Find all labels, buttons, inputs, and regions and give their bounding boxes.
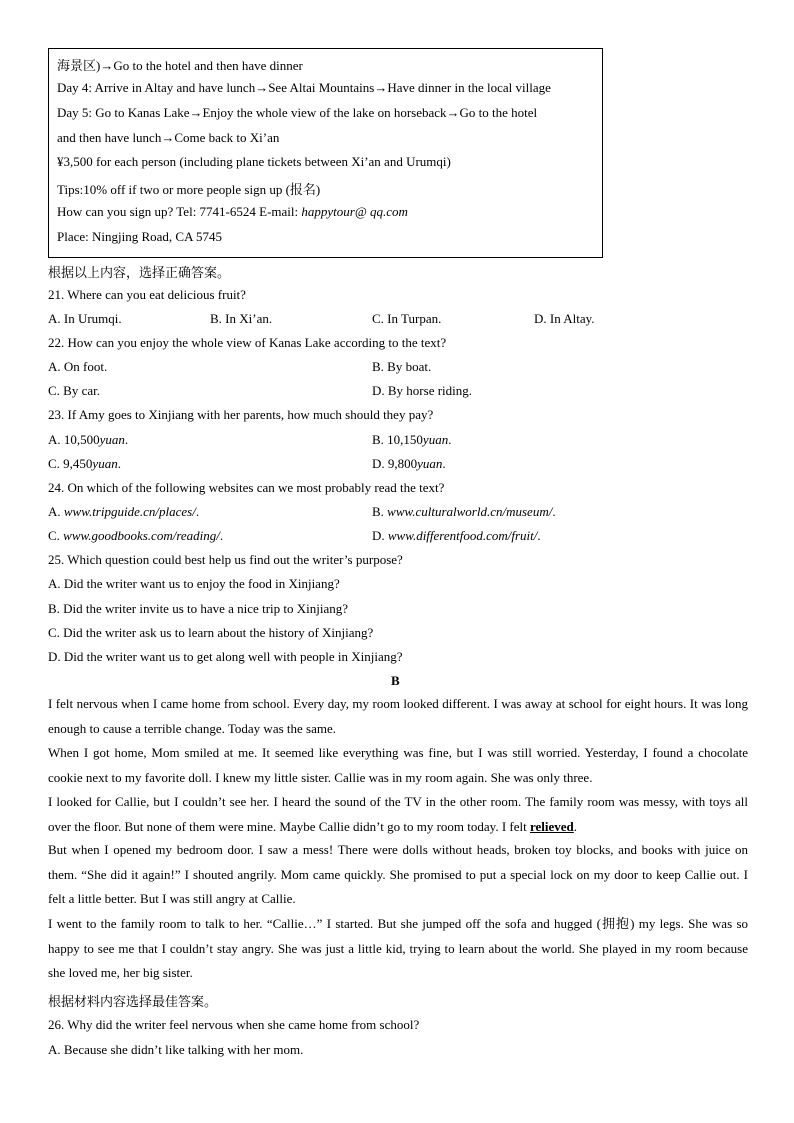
instruction: 根据材料内容选择最佳答案。	[48, 994, 218, 1009]
website-url: www.culturalworld.cn/museum/	[387, 504, 553, 519]
option-d: D. In Altay.	[534, 311, 595, 326]
option-b: B. In Xi’an.	[210, 311, 273, 326]
contact-text: How can you sign up? Tel: 7741-6524 E-mail:	[57, 204, 302, 219]
question-stem: 24. On which of the following websites can we most probably read the text?	[48, 480, 445, 495]
option-label: B.	[372, 504, 388, 519]
option-c-amount: C. 9,450	[48, 456, 93, 471]
instruction: 根据以上内容，选择正确答案。	[48, 265, 231, 280]
option-a: A. www.tripguide.cn/places/.	[48, 504, 200, 519]
option-label: C.	[48, 528, 64, 543]
option-a: A. Did the writer want us to enjoy the food in Xinjiang?	[48, 576, 340, 591]
option-c: C. By car.	[48, 383, 100, 398]
section-heading: B	[391, 673, 400, 688]
question-stem: 21. Where can you eat delicious fruit?	[48, 287, 246, 302]
paragraph-text: .	[573, 818, 578, 834]
option-d-amount: D. 9,800	[372, 456, 418, 471]
option-c: C. In Turpan.	[372, 311, 442, 326]
passage-paragraph: When I got home, Mom smiled at me. It seemed like everything was fine, but I was still worried. Yesterday, I found a chocolate cookie next to my favorite doll. I knew my little sister. Callie was in my room again. She was only three.	[48, 745, 748, 785]
option-c: C. Did the writer ask us to learn about the history of Xinjiang?	[48, 625, 374, 640]
option-d: D. Did the writer want us to get along well with people in Xinjiang?	[48, 649, 403, 664]
option-label: D.	[372, 528, 388, 543]
option-a: A. On foot.	[48, 359, 108, 374]
currency-unit: yuan	[99, 432, 125, 447]
option-a: A. 10,500yuan.	[48, 432, 129, 447]
question-stem: 23. If Amy goes to Xinjiang with her parents, how much should they pay?	[48, 407, 434, 422]
website-url: www.goodbooks.com/reading/	[63, 528, 220, 543]
option-b-amount: B. 10,150	[372, 432, 423, 447]
question-stem: 22. How can you enjoy the whole view of Kanas Lake according to the text?	[48, 335, 447, 350]
option-b: B. Did the writer invite us to have a nice trip to Xinjiang?	[48, 601, 349, 616]
option-c: C. 9,450yuan.	[48, 456, 121, 471]
passage-paragraph	[48, 790, 748, 839]
option-d: D. 9,800yuan.	[372, 456, 446, 471]
currency-unit: yuan	[92, 456, 118, 471]
itinerary-box	[48, 48, 603, 258]
price-line: ¥3,500 for each person (including plane tickets between Xi’an and Urumqi)	[57, 154, 451, 169]
option-a: A. Because she didn’t like talking with her mom.	[48, 1042, 304, 1057]
option-c: C. www.goodbooks.com/reading/.	[48, 528, 224, 543]
underlined-word: relieved	[529, 818, 574, 834]
itinerary-line: 海景区)→Go to the hotel and then have dinner	[57, 58, 303, 73]
contact-line	[57, 204, 408, 220]
option-b: B. www.culturalworld.cn/museum/.	[372, 504, 556, 519]
option-label: A.	[48, 504, 64, 519]
itinerary-line: Day 5: Go to Kanas Lake→Enjoy the whole view of the lake on horseback→Go to the hotel	[57, 105, 538, 120]
website-url: www.differentfood.com/fruit/	[387, 528, 538, 543]
itinerary-line: and then have lunch→Come back to Xi’an	[57, 130, 280, 145]
passage-paragraph: But when I opened my bedroom door. I saw a mess! There were dolls without heads, broken toy blocks, and books with juice on them. “She did it again!” I shouted angrily. Mom came quickly. She promised to put a special lock on my door to keep Callie out. I felt a little better. But I was still angry at Callie.	[48, 842, 748, 906]
question-stem: 25. Which question could best help us find out the writer’s purpose?	[48, 552, 403, 567]
option-a-amount: A. 10,500	[48, 432, 100, 447]
option-d: D. By horse riding.	[372, 383, 473, 398]
question-stem: 26. Why did the writer feel nervous when she came home from school?	[48, 1017, 420, 1032]
currency-unit: yuan	[422, 432, 449, 447]
option-b: B. By boat.	[372, 359, 432, 374]
paragraph-text: I looked for Callie, but I couldn’t see her. I heard the sound of the TV in the other room. The family room was messy, with toys all over the floor. But none of them were mine. Maybe Callie didn’t go to my room today. I felt	[48, 794, 748, 834]
option-d: D. www.differentfood.com/fruit/.	[372, 528, 541, 543]
website-url: www.tripguide.cn/places/	[63, 504, 196, 519]
option-a: A. In Urumqi.	[48, 311, 122, 326]
tips-line: Tips:10% off if two or more people sign up (报名)	[57, 182, 321, 197]
place-line: Place: Ningjing Road, CA 5745	[57, 229, 223, 244]
itinerary-line: Day 4: Arrive in Altay and have lunch→See Altai Mountains→Have dinner in the local village	[57, 80, 551, 95]
email-address: happytour@ qq.com	[301, 204, 408, 219]
passage-paragraph: I went to the family room to talk to her. “Callie…” I started. But she jumped off the sofa and hugged (拥抱) my legs. She was so happy to see me that I couldn’t stay angry. She was just a little kid, trying to learn about the world. She played in my room because she loved me, her big sister.	[48, 916, 748, 980]
option-b: B. 10,150yuan.	[372, 432, 452, 447]
currency-unit: yuan	[417, 456, 443, 471]
passage-paragraph: I felt nervous when I came home from school. Every day, my room looked different. I was away at school for eight hours. It was long enough to cause a terrible change. Today was the same.	[48, 696, 748, 736]
